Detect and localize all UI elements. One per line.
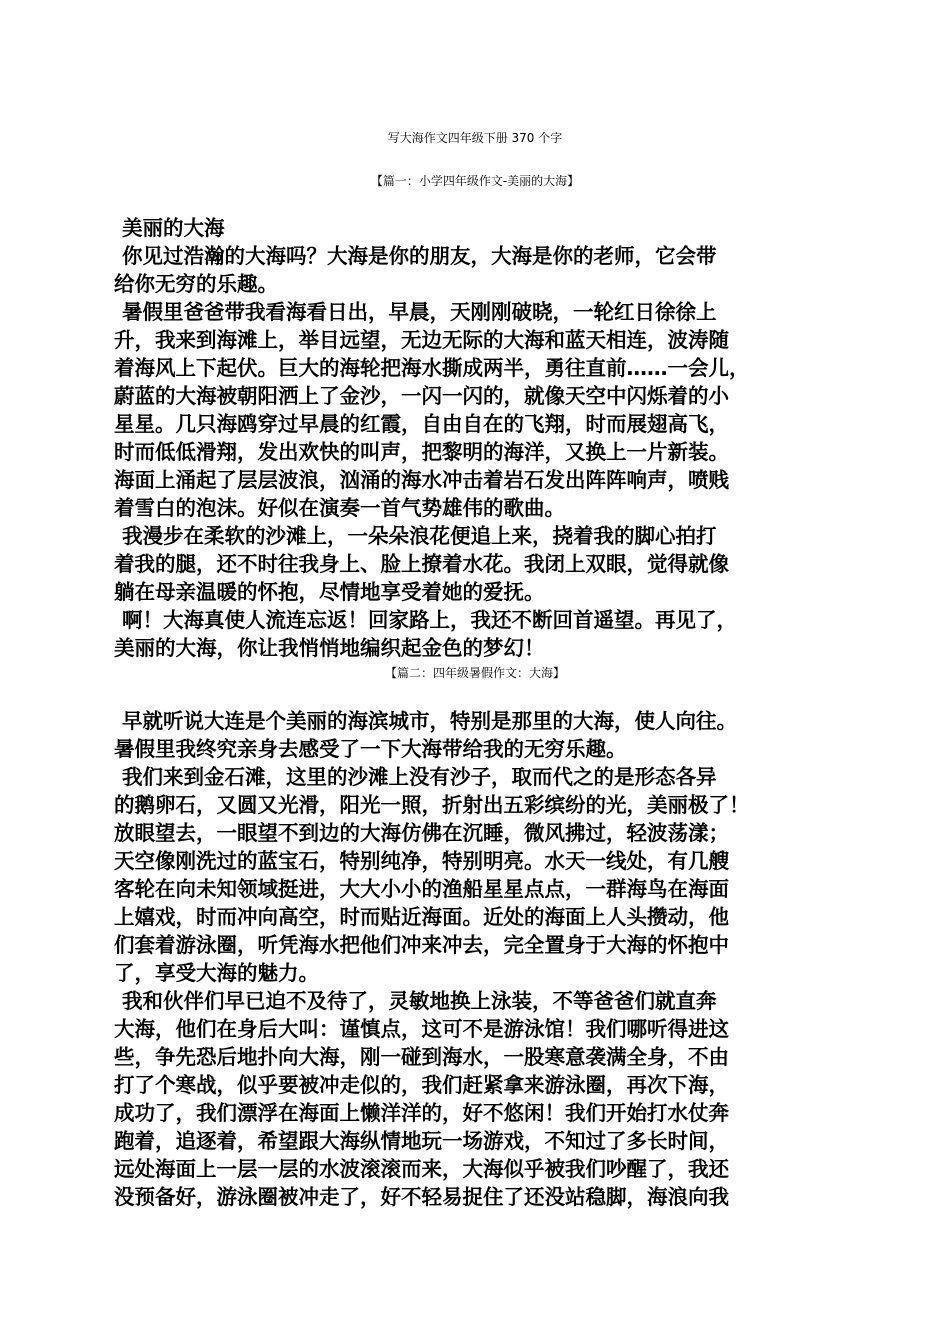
- text-line: 跑着，追逐着，希望跟大海纵情地玩一场游戏，不知过了多长时间，: [114, 1129, 729, 1153]
- text-line: 成功了，我们漂浮在海面上懒洋洋的，好不悠闲！我们开始打水仗奔: [114, 1101, 729, 1125]
- text-line: 美丽的大海: [122, 216, 225, 240]
- text-line: 时而低低滑翔，发出欢快的叫声，把黎明的海洋，又换上一片新装。: [114, 440, 729, 464]
- text-line: 暑假里我终究亲身去感受了一下大海带给我的无穷乐趣。: [114, 737, 627, 761]
- text-line: 早就听说大连是个美丽的海滨城市，特别是那里的大海，使人向往。: [122, 709, 737, 733]
- text-line: 远处海面上一层一层的水波滚滚而来，大海似乎被我们吵醒了，我还: [114, 1157, 729, 1181]
- text-line: 躺在母亲温暖的怀抱，尽情地享受着她的爱抚。: [114, 580, 545, 604]
- text-line: 我和伙伴们早已迫不及待了，灵敏地换上泳装，不等爸爸们就直奔: [122, 989, 717, 1013]
- text-line: 大海，他们在身后大叫：谨慎点，这可不是游泳馆！我们哪听得进这: [114, 1017, 729, 1041]
- text-line: 给你无穷的乐趣。: [114, 272, 278, 296]
- text-line: 天空像刚洗过的蓝宝石，特别纯净，特别明亮。水天一线处，有几艘: [114, 849, 729, 873]
- text-line: 着雪白的泡沫。好似在演奏一首气势雄伟的歌曲。: [114, 496, 565, 520]
- text-line: 星星。几只海鸥穿过早晨的红霞，自由自在的飞翔，时而展翅高飞，: [114, 412, 729, 436]
- section-body-1: [114, 214, 844, 662]
- text-line: 们套着游泳圈，听凭海水把他们冲来冲去，完全置身于大海的怀抱中: [114, 933, 729, 957]
- text-line: 着海风上下起伏。巨大的海轮把海水撕成两半，勇往直前……一会儿，: [114, 356, 750, 380]
- text-line: 海面上涌起了层层波浪，汹涌的海水冲击着岩石发出阵阵响声，喷贱: [114, 468, 729, 492]
- text-line: 蔚蓝的大海被朝阳洒上了金沙，一闪一闪的，就像天空中闪烁着的小: [114, 384, 729, 408]
- text-line: 暑假里爸爸带我看海看日出，早晨，天刚刚破晓，一轮红日徐徐上: [122, 300, 717, 324]
- text-line: 客轮在向未知领域挺进，大大小小的渔船星星点点，一群海鸟在海面: [114, 877, 729, 901]
- text-line: 着我的腿，还不时往我身上、脸上撩着水花。我闭上双眼，觉得就像: [114, 552, 729, 576]
- text-line: 了，享受大海的魅力。: [114, 961, 319, 985]
- section-heading-2: 【篇二：四年级暑假作文：大海】: [384, 666, 565, 680]
- section-body-2: [114, 707, 844, 1211]
- text-line: 的鹅卵石，又圆又光滑，阳光一照，折射出五彩缤纷的光，美丽极了！: [114, 793, 750, 817]
- document-title: 写大海作文四年级下册 370 个字: [387, 131, 563, 145]
- text-line: 我漫步在柔软的沙滩上，一朵朵浪花便追上来，挠着我的脚心拍打: [122, 524, 717, 548]
- text-line: 你见过浩瀚的大海吗？大海是你的朋友，大海是你的老师，它会带: [122, 244, 717, 268]
- text-line: 升，我来到海滩上，举目远望，无边无际的大海和蓝天相连，波涛随: [114, 328, 729, 352]
- text-line: 放眼望去，一眼望不到边的大海仿佛在沉睡，微风拂过，轻波荡漾；: [114, 821, 729, 845]
- text-line: 打了个寒战，似乎要被冲走似的，我们赶紧拿来游泳圈，再次下海，: [114, 1073, 729, 1097]
- text-line: 没预备好，游泳圈被冲走了，好不轻易捉住了还没站稳脚，海浪向我: [114, 1185, 729, 1209]
- text-line: 啊！大海真使人流连忘返！回家路上，我还不断回首遥望。再见了，: [122, 608, 737, 632]
- text-line: 我们来到金石滩，这里的沙滩上没有沙子，取而代之的是形态各异: [122, 765, 717, 789]
- text-line: 些，争先恐后地扑向大海，刚一碰到海水，一股寒意袭满全身，不由: [114, 1045, 729, 1069]
- section-heading-1: 【篇一：小学四年级作文-美丽的大海】: [370, 174, 580, 188]
- text-line: 上嬉戏，时而冲向高空，时而贴近海面。近处的海面上人头攒动，他: [114, 905, 729, 929]
- text-line: 美丽的大海，你让我悄悄地编织起金色的梦幻！: [114, 636, 545, 660]
